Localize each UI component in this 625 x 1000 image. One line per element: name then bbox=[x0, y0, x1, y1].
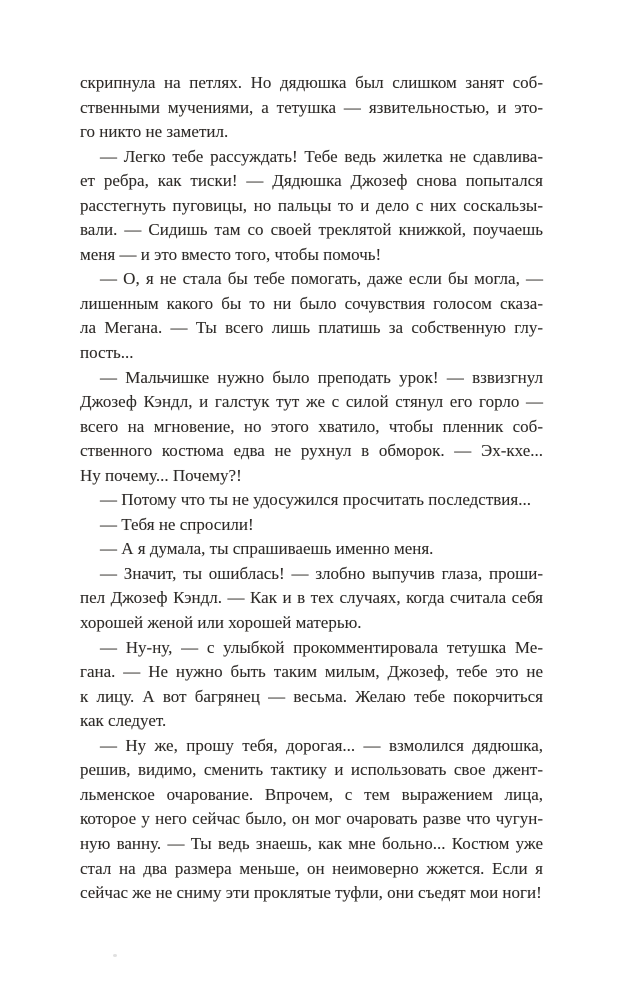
text-line: — А я думала, ты спрашиваешь именно меня. bbox=[100, 539, 434, 559]
text-line: которое у него сейчас было, он мог очаровать разве что чугун- bbox=[80, 809, 543, 829]
text-line: — Значит, ты ошиблась! — злобно выпучив глаза, проши- bbox=[100, 563, 543, 583]
text-line: льменское очарование. Впрочем, с тем выражением лица, bbox=[80, 784, 543, 804]
text-line: решив, видимо, сменить тактику и использовать свое джент- bbox=[80, 760, 543, 780]
text-line: пость... bbox=[80, 343, 134, 363]
text-line: — Мальчишке нужно было преподать урок! — взвизгнул bbox=[100, 367, 543, 387]
text-line: — Потому что ты не удосужился просчитать последствия... bbox=[100, 490, 531, 510]
text-line: — Тебя не спросили! bbox=[100, 514, 254, 534]
text-line: — Ну-ну, — с улыбкой прокомментировала тетушка Ме- bbox=[100, 637, 543, 657]
text-line: стал на два размера меньше, он неимоверно жжется. Если я bbox=[80, 858, 543, 878]
text-line: к лицу. А вот багрянец — весьма. Желаю тебе покорчиться bbox=[80, 686, 543, 706]
text-line: вали. — Сидишь там со своей треклятой книжкой, поучаешь bbox=[80, 220, 543, 240]
text-line: хорошей женой или хорошей матерью. bbox=[80, 613, 362, 633]
text-line: ственного костюма едва не рухнул в обморок. — Эх-кхе... bbox=[80, 441, 543, 461]
text-line: — Ну же, прошу тебя, дорогая... — взмолился дядюшка, bbox=[100, 735, 543, 755]
text-line: — Легко тебе рассуждать! Тебе ведь жилетка не сдавлива- bbox=[100, 146, 543, 166]
text-line: всего на мгновение, но этого хватило, чтобы пленник соб- bbox=[80, 416, 543, 436]
text-line: расстегнуть пуговицы, но пальцы то и дело с них соскальзы- bbox=[80, 195, 543, 215]
text-line: сейчас же не сниму эти проклятые туфли, они съедят мои ноги! bbox=[80, 883, 542, 903]
text-line: го никто не заметил. bbox=[80, 122, 229, 142]
text-line: скрипнула на петлях. Но дядюшка был слишком занят соб- bbox=[80, 73, 543, 92]
text-line: меня — и это вместо того, чтобы помочь! bbox=[80, 244, 382, 264]
scan-artifact-dot bbox=[113, 954, 117, 957]
text-line: Джозеф Кэндл, и галстук тут же с силой стянул его горло — bbox=[80, 392, 543, 412]
text-line: лишенным какого бы то ни было сочувствия голосом сказа- bbox=[80, 293, 543, 313]
text-line: ную ванну. — Ты ведь знаешь, как мне больно... Костюм уже bbox=[80, 833, 543, 853]
text-line: ла Мегана. — Ты всего лишь платишь за собственную глу- bbox=[80, 318, 543, 338]
text-line: ственными мучениями, а тетушка — язвительностью, и это- bbox=[80, 97, 543, 117]
text-line: Ну почему... Почему?! bbox=[80, 465, 242, 485]
page-text bbox=[80, 71, 543, 906]
text-line: пел Джозеф Кэндл. — Как и в тех случаях, когда считала себя bbox=[80, 588, 543, 608]
text-line: гана. — Не нужно быть таким милым, Джозеф, тебе это не bbox=[80, 662, 543, 682]
text-line: ет ребра, как тиски! — Дядюшка Джозеф снова попытался bbox=[80, 171, 543, 191]
text-line: — О, я не стала бы тебе помогать, даже если бы могла, — bbox=[100, 269, 543, 289]
text-line: как следует. bbox=[80, 711, 167, 731]
